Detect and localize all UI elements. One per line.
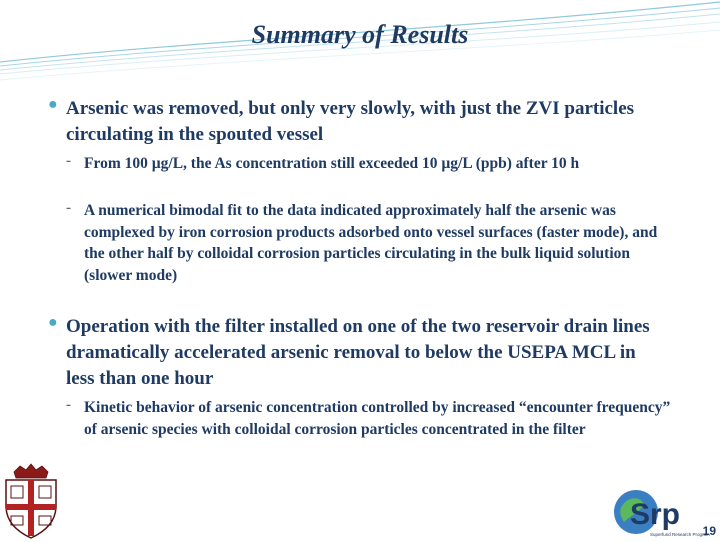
bullet-dot-icon: ● <box>48 96 58 113</box>
university-seal-logo <box>0 462 62 540</box>
bullet-dot-icon: ● <box>48 314 58 331</box>
srp-logo-text: Srp <box>630 498 681 531</box>
subbullet-text: A numerical bimodal fit to the data indicated approximately half the arsenic was complexed by iron corrosion products adsorbed onto vessel surfaces (faster mode), and the other half by colloidal corrosion particles circulating in the bulk liquid solution (slower mode) <box>84 202 658 284</box>
slide-title: Summary of Results <box>251 20 469 49</box>
dash-icon: - <box>66 200 71 216</box>
subbullet-text: Kinetic behavior of arsenic concentration controlled by increased “encounter frequency” of arsenic species with colloidal corrosion particles concentrated in the filter <box>84 399 671 438</box>
bullet-text: Arsenic was removed, but only very slowly, with just the ZVI particles circulating in the spouted vessel <box>66 98 635 145</box>
bullet-text: Operation with the filter installed on one of the two reservoir drain lines dramatically accelerated arsenic removal to below the USEPA MCL in less than one hour <box>66 316 650 389</box>
page-number: 19 <box>702 524 716 538</box>
subbullet-text: From 100 µg/L, the As concentration still exceeded 10 µg/L (ppb) after 10 h <box>84 155 580 172</box>
dash-icon: - <box>66 153 71 169</box>
dash-icon: - <box>66 397 71 413</box>
srp-logo-caption: Superfund Research Program <box>650 532 710 537</box>
